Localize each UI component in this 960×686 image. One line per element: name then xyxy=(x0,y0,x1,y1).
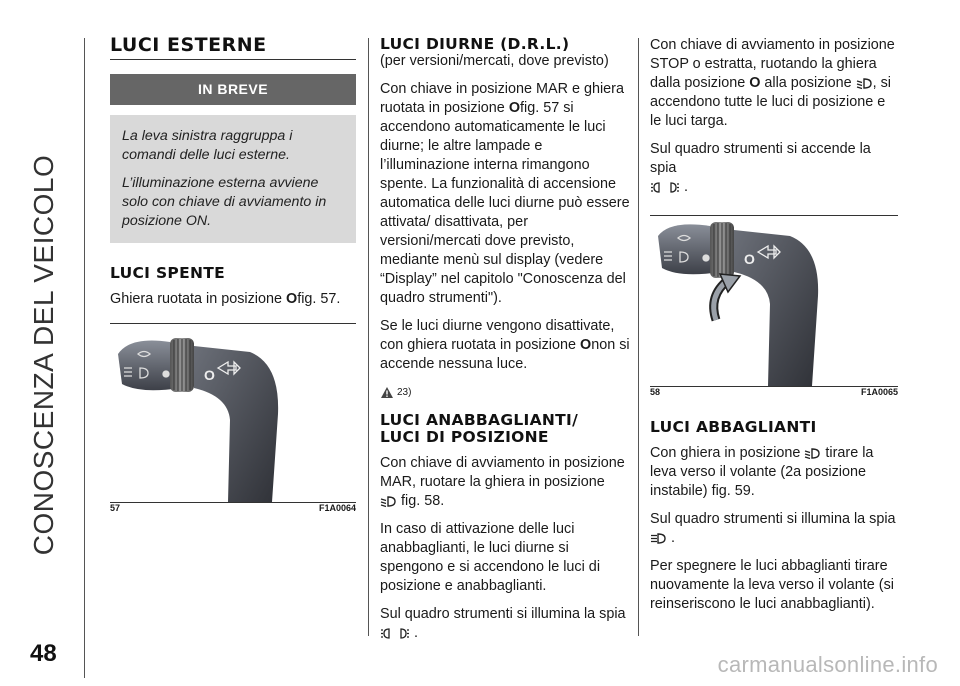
subsection-title: LUCI ABBAGLIANTI xyxy=(650,418,817,436)
section-title: LUCI ESTERNE xyxy=(110,36,356,60)
warning-note: 23) xyxy=(380,383,630,402)
in-breve-header: IN BREVE xyxy=(110,74,356,105)
lever-illustration xyxy=(110,324,356,502)
paragraph: Ghiera ruotata in posizione Ofig. 57. xyxy=(110,291,341,307)
paragraph: (per versioni/mercati, dove previsto) xyxy=(380,53,609,69)
figure-58 xyxy=(650,215,898,397)
paragraph: Con ghiera in posizione tirare la leva verso il volante (2a posizione instabile) fig. 59. xyxy=(650,445,874,499)
figure-code: F1A0064 xyxy=(318,503,356,513)
lever-illustration xyxy=(650,216,898,386)
in-breve-box xyxy=(110,115,356,243)
page-number: 48 xyxy=(30,640,57,667)
figure-code: F1A0065 xyxy=(860,387,898,397)
paragraph: Per spegnere le luci abbaglianti tirare nuovamente la leva verso il volante (si reinseriscono le luci anabbaglianti). xyxy=(650,558,894,612)
in-breve-text: L’illuminazione esterna avviene solo con chiave di avviamento in posizione ON. xyxy=(122,175,327,229)
watermark: carmanualsonline.info xyxy=(717,652,938,677)
in-breve-text: La leva sinistra raggruppa i comandi delle luci esterne. xyxy=(122,128,293,163)
column-3 xyxy=(650,36,898,623)
svg-text:O: O xyxy=(744,251,755,267)
column-2 xyxy=(380,36,630,652)
subsection-title: LUCI ANABBAGLIANTI/ LUCI DI POSIZIONE xyxy=(380,411,579,446)
high-beam-icon xyxy=(804,447,821,460)
subsection-title: LUCI SPENTE xyxy=(110,264,225,282)
subsection-title: LUCI DIURNE (D.R.L.) xyxy=(380,35,570,53)
low-beam-icon xyxy=(856,77,873,90)
column-1 xyxy=(110,34,356,513)
paragraph: Con chiave in posizione MAR e ghiera ruotata in posizione Ofig. 57 si accendono automaticamente le luci diurne; le altre lampade e l’illuminazione interna rimangono spente. La funzionalità di accensione automatica delle luci diurne può essere attivata/ disattivata, per versioni/mercati dove previsto, mediante menù sul display (vedere “Display” nel capitolo "Conoscenza del quadro strumenti"). xyxy=(380,81,630,306)
paragraph: Con chiave di avviamento in posizione STOP o estratta, ruotando la ghiera dalla posizione O alla posizione , si accendono tutte le luci di posizione e le luci targa. xyxy=(650,37,895,129)
warning-triangle-icon xyxy=(380,386,394,399)
svg-text:O: O xyxy=(204,367,215,383)
paragraph: Se le luci diurne vengono disattivate, con ghiera ruotata in posizione Onon si accende nessuna luce. xyxy=(380,318,630,372)
position-lights-icon xyxy=(380,627,410,640)
paragraph: Sul quadro strumenti si accende la spia . xyxy=(650,141,871,195)
paragraph: Con chiave di avviamento in posizione MAR, ruotare la ghiera in posizione fig. 58. xyxy=(380,455,625,509)
paragraph: Sul quadro strumenti si illumina la spia . xyxy=(380,606,626,641)
position-lights-icon xyxy=(650,181,680,194)
figure-number: 58 xyxy=(650,387,661,397)
paragraph: In caso di attivazione delle luci anabbaglianti, le luci diurne si spengono e si accendono le luci di posizione e anabbaglianti. xyxy=(380,521,601,594)
column-divider xyxy=(638,38,639,636)
column-divider xyxy=(368,38,369,636)
low-beam-icon xyxy=(380,495,397,508)
high-beam-icon xyxy=(650,532,667,545)
figure-57 xyxy=(110,323,356,513)
sidebar-rule xyxy=(84,38,85,678)
paragraph: Sul quadro strumenti si illumina la spia . xyxy=(650,511,896,546)
figure-number: 57 xyxy=(110,503,121,513)
